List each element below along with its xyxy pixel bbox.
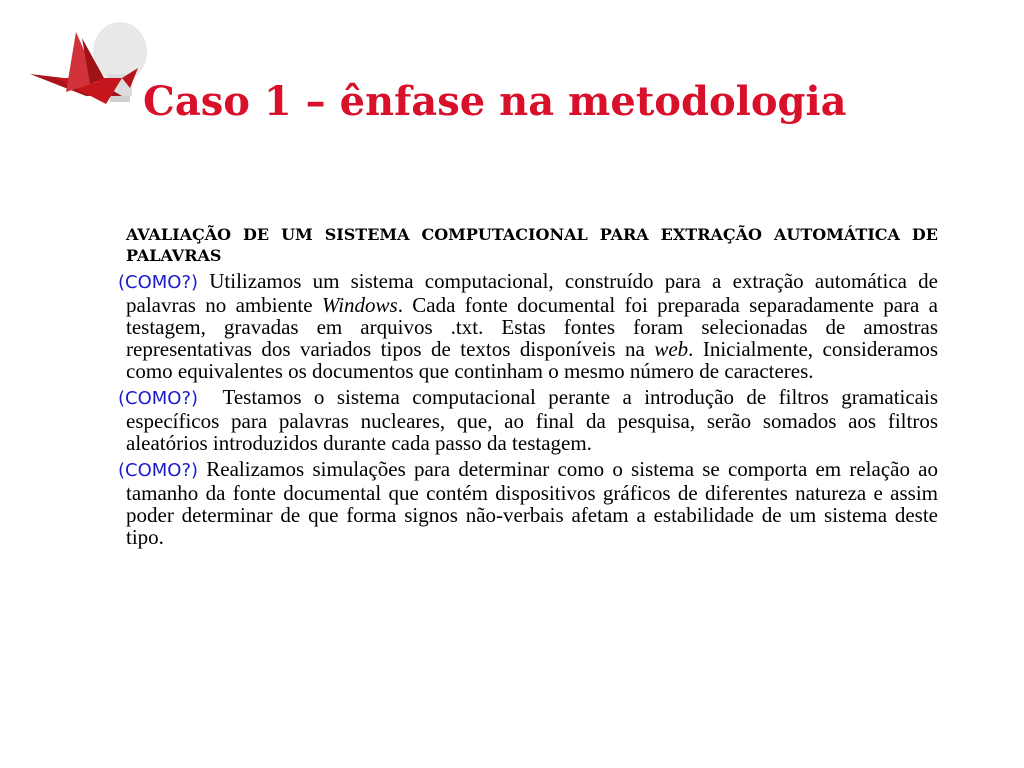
paragraph-1-em-web: web [654,337,689,361]
como-label: (COMO?) [118,460,199,481]
section-heading: AVALIAÇÃO DE UM SISTEMA COMPUTACIONAL PARA EXTRAÇÃO AUTOMÁTICA DE PALAVRAS [126,225,938,265]
como-label: (COMO?) [118,272,199,293]
paragraph-3-text: Realizamos simulações para determinar como o sistema se comporta em relação ao tamanho da fonte documental que contém dispositivos gráficos de diferentes natureza e assim poder determinar de que forma signos não-verbais afetam a estabilidade de um sistema deste tipo. [126,457,938,549]
slide-body [118,224,938,552]
paragraph-3 [118,458,938,548]
paragraph-1-text-b: . Cada fonte documental foi preparada separadamente para a testagem, gravadas em arquivos .txt. Estas fontes foram selecionadas de amostras representativas dos variados tipos de textos disponíveis na [126,293,938,361]
paragraph-2-text: Testamos o sistema computacional perante a introdução de filtros gramaticais específicos para palavras nucleares, que, ao final da pesquisa, serão somados aos filtros aleatórios introduzidos durante cada passo da testagem. [126,385,939,455]
paragraph-1 [118,270,938,382]
paragraph-1-text-c: . Inicialmente, consideramos como equivalentes os documentos que continham o mesmo número de caracteres. [126,337,938,383]
slide-title: Caso 1 – ênfase na metodologia [143,78,847,125]
paragraph-2 [118,386,938,454]
paragraph-1-em-windows: Windows [321,293,398,317]
logo-crane-icon [26,18,156,114]
paragraph-1-text-a: Utilizamos um sistema computacional, construído para a extração automática de palavras no ambiente [126,269,939,317]
como-label: (COMO?) [118,388,199,409]
